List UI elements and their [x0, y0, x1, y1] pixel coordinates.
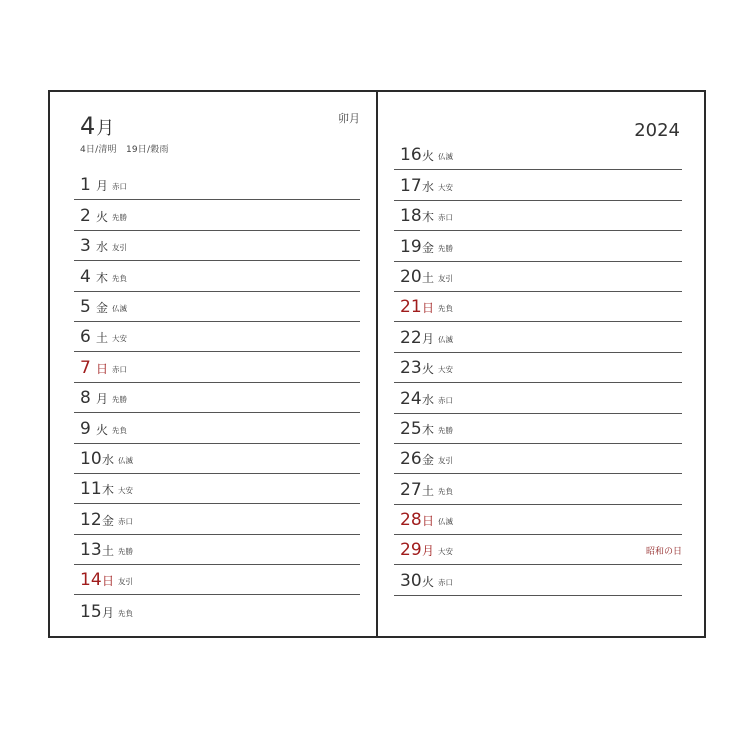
weekday: 金 [422, 453, 435, 468]
weekday: 木 [422, 210, 435, 225]
day-number: 30 [400, 570, 422, 591]
weekday: 日 [422, 301, 435, 316]
rokuyo: 友引 [112, 243, 127, 253]
day-number: 17 [400, 175, 422, 196]
day-number: 6 [80, 327, 91, 348]
day-row[interactable] [74, 474, 360, 504]
day-row[interactable] [394, 201, 682, 231]
day-row[interactable] [394, 565, 682, 595]
day-number: 12 [80, 509, 102, 530]
weekday: 土 [102, 544, 115, 559]
day-number: 14 [80, 570, 102, 591]
weekday: 木 [96, 270, 109, 285]
rokuyo: 赤口 [438, 213, 453, 223]
rokuyo: 友引 [118, 577, 133, 587]
day-row[interactable] [74, 595, 360, 625]
day-number: 3 [80, 236, 91, 257]
weekday: 日 [102, 574, 115, 589]
weekday: 日 [422, 514, 435, 529]
rokuyo: 赤口 [438, 395, 453, 405]
rokuyo: 先勝 [112, 395, 127, 405]
rokuyo: 赤口 [438, 577, 453, 587]
rokuyo: 友引 [438, 273, 453, 283]
rokuyo: 赤口 [112, 364, 127, 374]
day-number: 8 [80, 388, 91, 409]
day-number: 16 [400, 145, 422, 166]
day-row[interactable] [74, 352, 360, 382]
rokuyo: 先勝 [438, 425, 453, 435]
day-number: 10 [80, 448, 102, 469]
rokuyo: 先負 [438, 304, 453, 314]
day-row[interactable] [394, 444, 682, 474]
day-number: 13 [80, 540, 102, 561]
day-row[interactable] [394, 535, 682, 565]
day-row[interactable] [74, 565, 360, 595]
rokuyo: 先勝 [118, 547, 133, 557]
day-number: 5 [80, 296, 91, 317]
rokuyo: 友引 [438, 456, 453, 466]
day-number: 21 [400, 297, 422, 318]
weekday: 土 [422, 270, 435, 285]
weekday: 火 [422, 149, 435, 164]
day-number: 28 [400, 510, 422, 531]
day-number: 7 [80, 357, 91, 378]
day-row[interactable] [394, 505, 682, 535]
day-number: 2 [80, 205, 91, 226]
weekday: 金 [102, 513, 115, 528]
rokuyo: 仏滅 [118, 455, 133, 465]
rokuyo: 大安 [438, 365, 453, 375]
day-number: 18 [400, 206, 422, 227]
weekday: 土 [96, 331, 109, 346]
day-number: 24 [400, 388, 422, 409]
weekday: 月 [422, 544, 435, 559]
rokuyo: 先負 [118, 608, 133, 618]
weekday: 土 [422, 483, 435, 498]
day-row[interactable] [74, 413, 360, 443]
day-row[interactable] [394, 170, 682, 200]
day-row[interactable] [394, 262, 682, 292]
rokuyo: 仏滅 [438, 152, 453, 162]
day-number: 26 [400, 449, 422, 470]
right-page [376, 90, 706, 638]
day-row[interactable] [394, 353, 682, 383]
weekday: 月 [102, 605, 115, 620]
weekday: 水 [422, 179, 435, 194]
month-number: 4 [80, 112, 96, 140]
weekday: 火 [96, 209, 109, 224]
day-row[interactable] [74, 200, 360, 230]
day-row[interactable] [394, 414, 682, 444]
holiday-label: 昭和の日 [645, 547, 682, 558]
day-number: 1 [80, 175, 91, 196]
day-row[interactable] [394, 474, 682, 504]
weekday: 月 [422, 331, 435, 346]
day-number: 19 [400, 236, 422, 257]
rokuyo: 大安 [112, 334, 127, 344]
day-number: 11 [80, 479, 102, 500]
rokuyo: 赤口 [112, 182, 127, 192]
month-unit: 月 [96, 118, 115, 139]
day-number: 20 [400, 266, 422, 287]
weekday: 火 [422, 574, 435, 589]
rokuyo: 先負 [112, 273, 127, 283]
day-number: 4 [80, 266, 91, 287]
day-number: 23 [400, 358, 422, 379]
day-row[interactable] [74, 504, 360, 534]
year: 2024 [634, 120, 680, 141]
day-row[interactable] [394, 140, 682, 170]
rokuyo: 大安 [438, 547, 453, 557]
rokuyo: 先負 [112, 425, 127, 435]
weekday: 月 [96, 179, 109, 194]
left-page [48, 90, 378, 638]
day-row[interactable] [74, 170, 360, 200]
rokuyo: 仏滅 [112, 303, 127, 313]
weekday: 金 [422, 240, 435, 255]
weekday: 金 [96, 300, 109, 315]
rokuyo: 大安 [438, 182, 453, 192]
day-row[interactable] [394, 231, 682, 261]
weekday: 火 [96, 422, 109, 437]
weekday: 水 [422, 392, 435, 407]
day-number: 25 [400, 418, 422, 439]
solar-terms: 4日/清明 19日/穀雨 [80, 145, 169, 155]
rokuyo: 先勝 [438, 243, 453, 253]
rokuyo: 仏滅 [438, 517, 453, 527]
weekday: 月 [96, 392, 109, 407]
weekday: 木 [102, 483, 115, 498]
weekday: 水 [102, 452, 115, 467]
day-row[interactable] [74, 383, 360, 413]
left-day-list [74, 170, 360, 626]
day-row[interactable] [394, 322, 682, 352]
day-row[interactable] [394, 292, 682, 322]
weekday: 水 [96, 240, 109, 255]
rokuyo: 大安 [118, 486, 133, 496]
day-number: 29 [400, 540, 422, 561]
weekday: 火 [422, 362, 435, 377]
rokuyo: 仏滅 [438, 334, 453, 344]
day-row[interactable] [74, 444, 360, 474]
eto-month: 卯月 [338, 112, 360, 125]
day-row[interactable] [74, 535, 360, 565]
day-row[interactable] [74, 322, 360, 352]
day-row[interactable] [394, 383, 682, 413]
day-number: 22 [400, 327, 422, 348]
rokuyo: 先負 [438, 486, 453, 496]
rokuyo: 先勝 [112, 212, 127, 222]
rokuyo: 赤口 [118, 516, 133, 526]
day-number: 9 [80, 418, 91, 439]
day-row[interactable] [74, 261, 360, 291]
day-row[interactable] [74, 231, 360, 261]
day-number: 15 [80, 601, 102, 622]
day-row[interactable] [74, 292, 360, 322]
right-day-list [394, 140, 682, 596]
weekday: 木 [422, 422, 435, 437]
month-title [80, 112, 114, 140]
day-number: 27 [400, 479, 422, 500]
weekday: 日 [96, 361, 109, 376]
